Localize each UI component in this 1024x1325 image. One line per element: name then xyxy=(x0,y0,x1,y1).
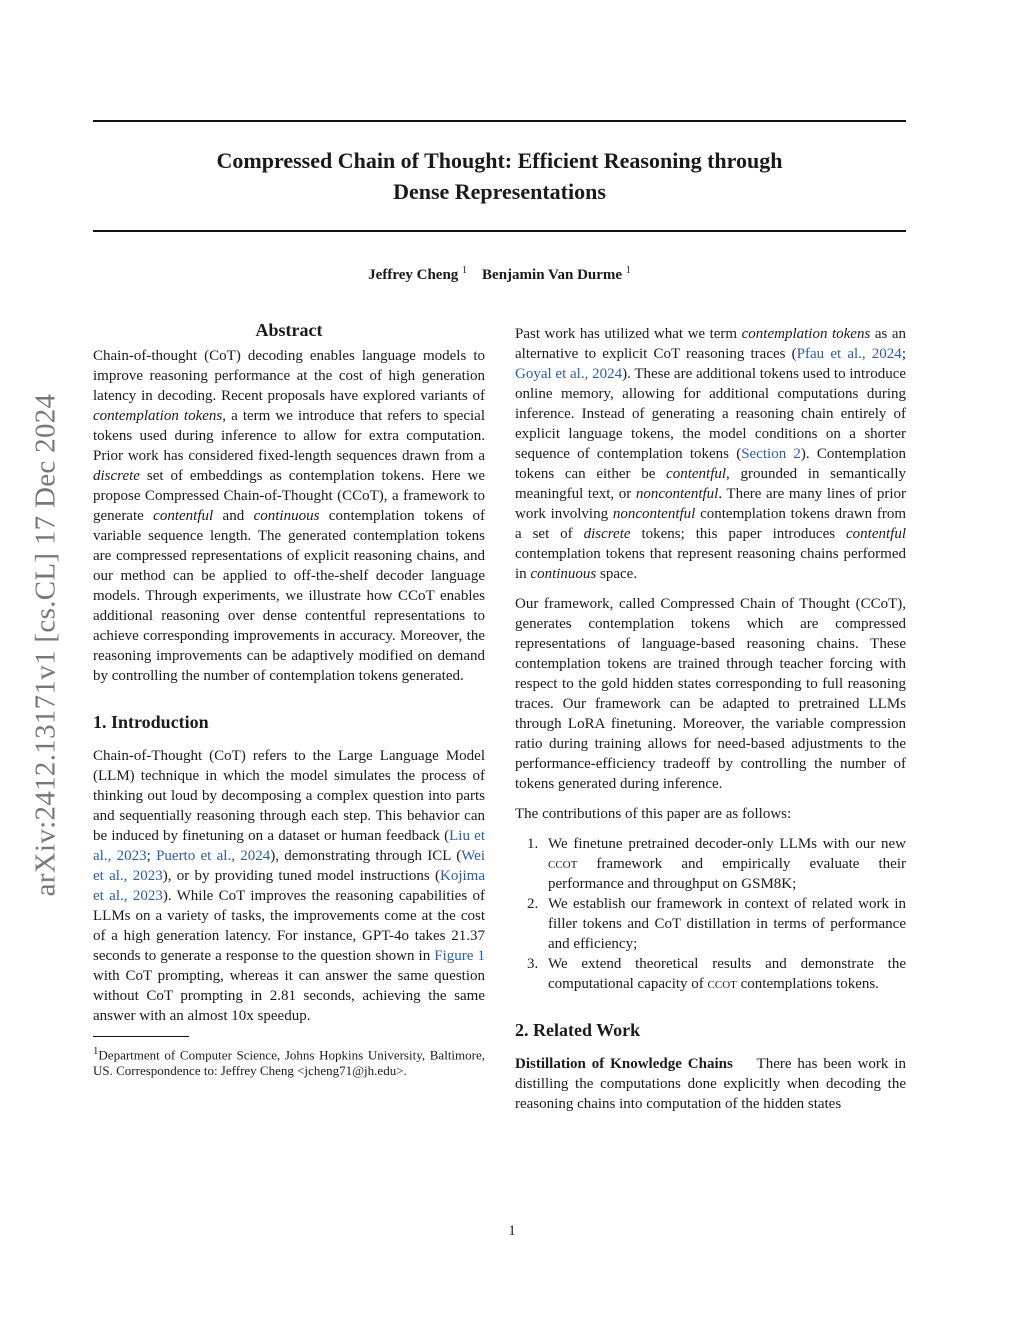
figure-reference-link[interactable]: Figure 1 xyxy=(434,948,485,964)
list-item: 1. We finetune pretrained decoder-only LLMs with our new ccot framework and empirically evaluate their performance and throughput on GSM8K; xyxy=(527,836,906,892)
abstract-heading: Abstract xyxy=(255,320,323,340)
framework-paragraph: Our framework, called Compressed Chain of Thought (CCoT), generates contemplation tokens which are compressed representations of language-based reasoning chains. These contemplation tokens are trained through teacher forcing with respect to the gold hidden states corresponding to full reasoning traces. Our framework can be adapted to pretrained LLMs through LoRA finetuning. Moreover, the variable compression ratio during training allows for need-based adjustments to the performance-efficiency tradeoff by controlling the number of tokens generated during inference. xyxy=(515,596,906,792)
section-reference-link[interactable]: Section 2 xyxy=(741,446,801,462)
footnote: $^1$Department of Computer Science, Johns Hopkins University, Baltimore, US. Correspondence to: Jeffrey Cheng <jcheng71@jh.edu>. xyxy=(93,1045,485,1079)
footnote-divider xyxy=(93,1036,189,1037)
contemplation-paragraph: Past work has utilized what we term contemplation tokens as an alternative to explicit CoT reasoning traces (Pfau et al., 2024; Goyal et al., 2024). These are additional tokens used to introduce online memory, allowing for additional computations during inference. Instead of generating a reasoning chain entirely of explicit language tokens, the model conditions on a shorter sequence of contemplation tokens (Section 2). Contemplation tokens can either be contentful, grounded in semantically meaningful text, or noncontentful. There are many lines of prior work involving noncontentful contemplation tokens drawn from a set of discrete tokens; this paper introduces contentful contemplation tokens that represent reasoning chains performed in continuous space. xyxy=(515,326,907,582)
section-heading-introduction: 1. Introduction xyxy=(93,712,209,732)
related-work-paragraph: Distillation of Knowledge Chains There has been work in distilling the computations done explicitly when decoding the reasoning chains into computation of the hidden states xyxy=(515,1056,907,1112)
contributions-intro: The contributions of this paper are as follows: xyxy=(515,806,792,822)
page-number: 1 xyxy=(508,1223,516,1239)
citation-link[interactable]: Wei et al., 2023 xyxy=(93,848,485,884)
author-affiliation-mark: 1 xyxy=(625,265,631,276)
citation-link[interactable]: Puerto et al., 2024 xyxy=(156,848,271,864)
right-column xyxy=(515,324,906,1124)
citation-link[interactable]: Liu et al., 2023 xyxy=(93,828,486,864)
list-item: 2. We establish our framework in context of related work in filler tokens and CoT distillation in terms of performance and efficiency; xyxy=(527,896,906,952)
title-rule-top xyxy=(93,120,906,122)
citation-link[interactable]: Pfau et al., 2024 xyxy=(796,346,902,362)
left-column xyxy=(93,320,485,1079)
abstract-text: Chain-of-thought (CoT) decoding enables language models to improve reasoning performance at the cost of high generation latency in decoding. Recent proposals have explored variants of contemplation tokens, a term we introduce that refers to special tokens used during inference to allow for extra computation. Prior work has considered fixed-length sequences drawn from a discrete set of embeddings as contemplation tokens. Here we propose Compressed Chain-of-Thought (CCoT), a framework to generate contentful and continuous contemplation tokens of variable sequence length. The generated contemplation tokens are compressed representations of explicit reasoning chains, and our method can be applied to off-the-shelf decoder language models. Through experiments, we illustrate how CCoT enables additional reasoning over dense contentful representations to achieve corresponding improvements in accuracy. Moreover, the reasoning improvements can be adaptively modified on demand by controlling the number of contemplation tokens generated. xyxy=(93,348,486,684)
paper-title xyxy=(93,145,906,207)
title-rule-bottom xyxy=(93,230,906,232)
paragraph-heading: Distillation of Knowledge Chains xyxy=(515,1056,733,1072)
intro-paragraph: Chain-of-Thought (CoT) refers to the Large Language Model (LLM) technique in which the model simulates the process of thinking out loud by decomposing a complex question into parts and sequentially reasoning through each step. This behavior can be induced by finetuning on a dataset or human feedback (Liu et al., 2023; Puerto et al., 2024), demonstrating through ICL (Wei et al., 2023), or by providing tuned model instructions (Kojima et al., 2023). While CoT improves the reasoning capabilities of LLMs on a variety of tasks, the improvements come at the cost of a high generation latency. For instance, GPT-4o takes 21.37 seconds to generate a response to the question shown in Figure 1 with CoT prompting, whereas it can answer the same question without CoT prompting in 2.81 seconds, achieving the same answer with an almost 10x speedup. xyxy=(93,748,486,1024)
citation-link[interactable]: Goyal et al., 2024 xyxy=(515,366,623,382)
section-heading-related-work: 2. Related Work xyxy=(515,1020,641,1040)
author-name: Benjamin Van Durme xyxy=(482,267,623,283)
author-list xyxy=(93,265,906,284)
contributions-list xyxy=(515,834,906,994)
citation-link[interactable]: Kojima et al., 2023 xyxy=(93,868,485,904)
author-name: Jeffrey Cheng xyxy=(368,267,459,283)
title-line-2: Dense Representations xyxy=(393,179,606,204)
list-item: 3. We extend theoretical results and demonstrate the computational capacity of ccot contemplations tokens. xyxy=(527,956,906,992)
author-affiliation-mark: 1 xyxy=(462,265,468,276)
title-line-1: Compressed Chain of Thought: Efficient Reasoning through xyxy=(216,148,783,173)
arxiv-identifier: arXiv:2412.13171v1 [cs.CL] 17 Dec 2024 xyxy=(29,393,62,897)
